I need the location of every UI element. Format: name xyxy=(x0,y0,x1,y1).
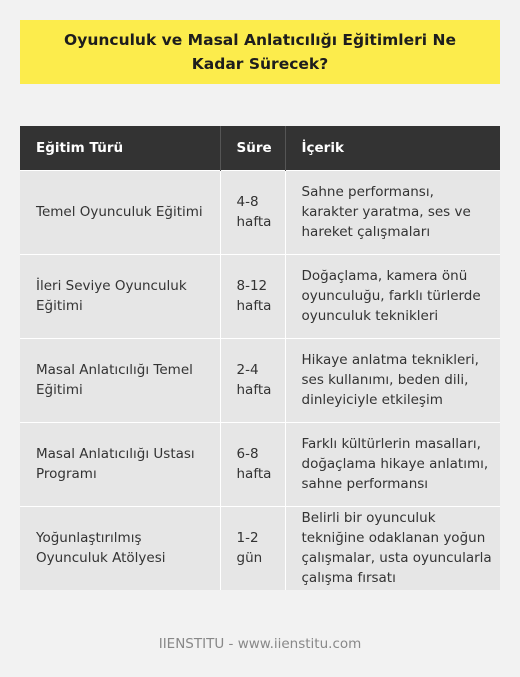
table-row xyxy=(20,506,500,590)
header-duration: Süre xyxy=(220,126,285,170)
header-content: İçerik xyxy=(285,126,500,170)
cell-duration: 8-12 hafta xyxy=(220,254,285,338)
cell-duration: 4-8 hafta xyxy=(220,170,285,254)
cell-content: Sahne performansı, karakter yaratma, ses ve hareket çalışmaları xyxy=(285,170,500,254)
header-training-type: Eğitim Türü xyxy=(20,126,220,170)
page-title: Oyunculuk ve Masal Anlatıcılığı Eğitimleri Ne Kadar Sürecek? xyxy=(64,31,456,73)
title-banner xyxy=(20,20,500,84)
cell-content: Belirli bir oyunculuk tekniğine odaklanan yoğun çalışmalar, usta oyuncularla çalışma fırsatı xyxy=(285,506,500,590)
table-row xyxy=(20,170,500,254)
cell-training-type: Masal Anlatıcılığı Ustası Programı xyxy=(20,422,220,506)
cell-training-type: Temel Oyunculuk Eğitimi xyxy=(20,170,220,254)
cell-content: Hikaye anlatma teknikleri, ses kullanımı, beden dili, dinleyiciyle etkileşim xyxy=(285,338,500,422)
table-header-row xyxy=(20,126,500,170)
training-table xyxy=(20,126,500,590)
cell-content: Doğaçlama, kamera önü oyunculuğu, farklı türlerde oyunculuk teknikleri xyxy=(285,254,500,338)
footer-credit: IIENSTITU - www.iienstitu.com xyxy=(158,636,362,652)
cell-duration: 6-8 hafta xyxy=(220,422,285,506)
cell-content: Farklı kültürlerin masalları, doğaçlama hikaye anlatımı, sahne performansı xyxy=(285,422,500,506)
table-row xyxy=(20,338,500,422)
table-row xyxy=(20,422,500,506)
cell-duration: 2-4 hafta xyxy=(220,338,285,422)
cell-training-type: Yoğunlaştırılmış Oyunculuk Atölyesi xyxy=(20,506,220,590)
cell-training-type: Masal Anlatıcılığı Temel Eğitimi xyxy=(20,338,220,422)
cell-duration: 1-2 gün xyxy=(220,506,285,590)
table-row xyxy=(20,254,500,338)
cell-training-type: İleri Seviye Oyunculuk Eğitimi xyxy=(20,254,220,338)
